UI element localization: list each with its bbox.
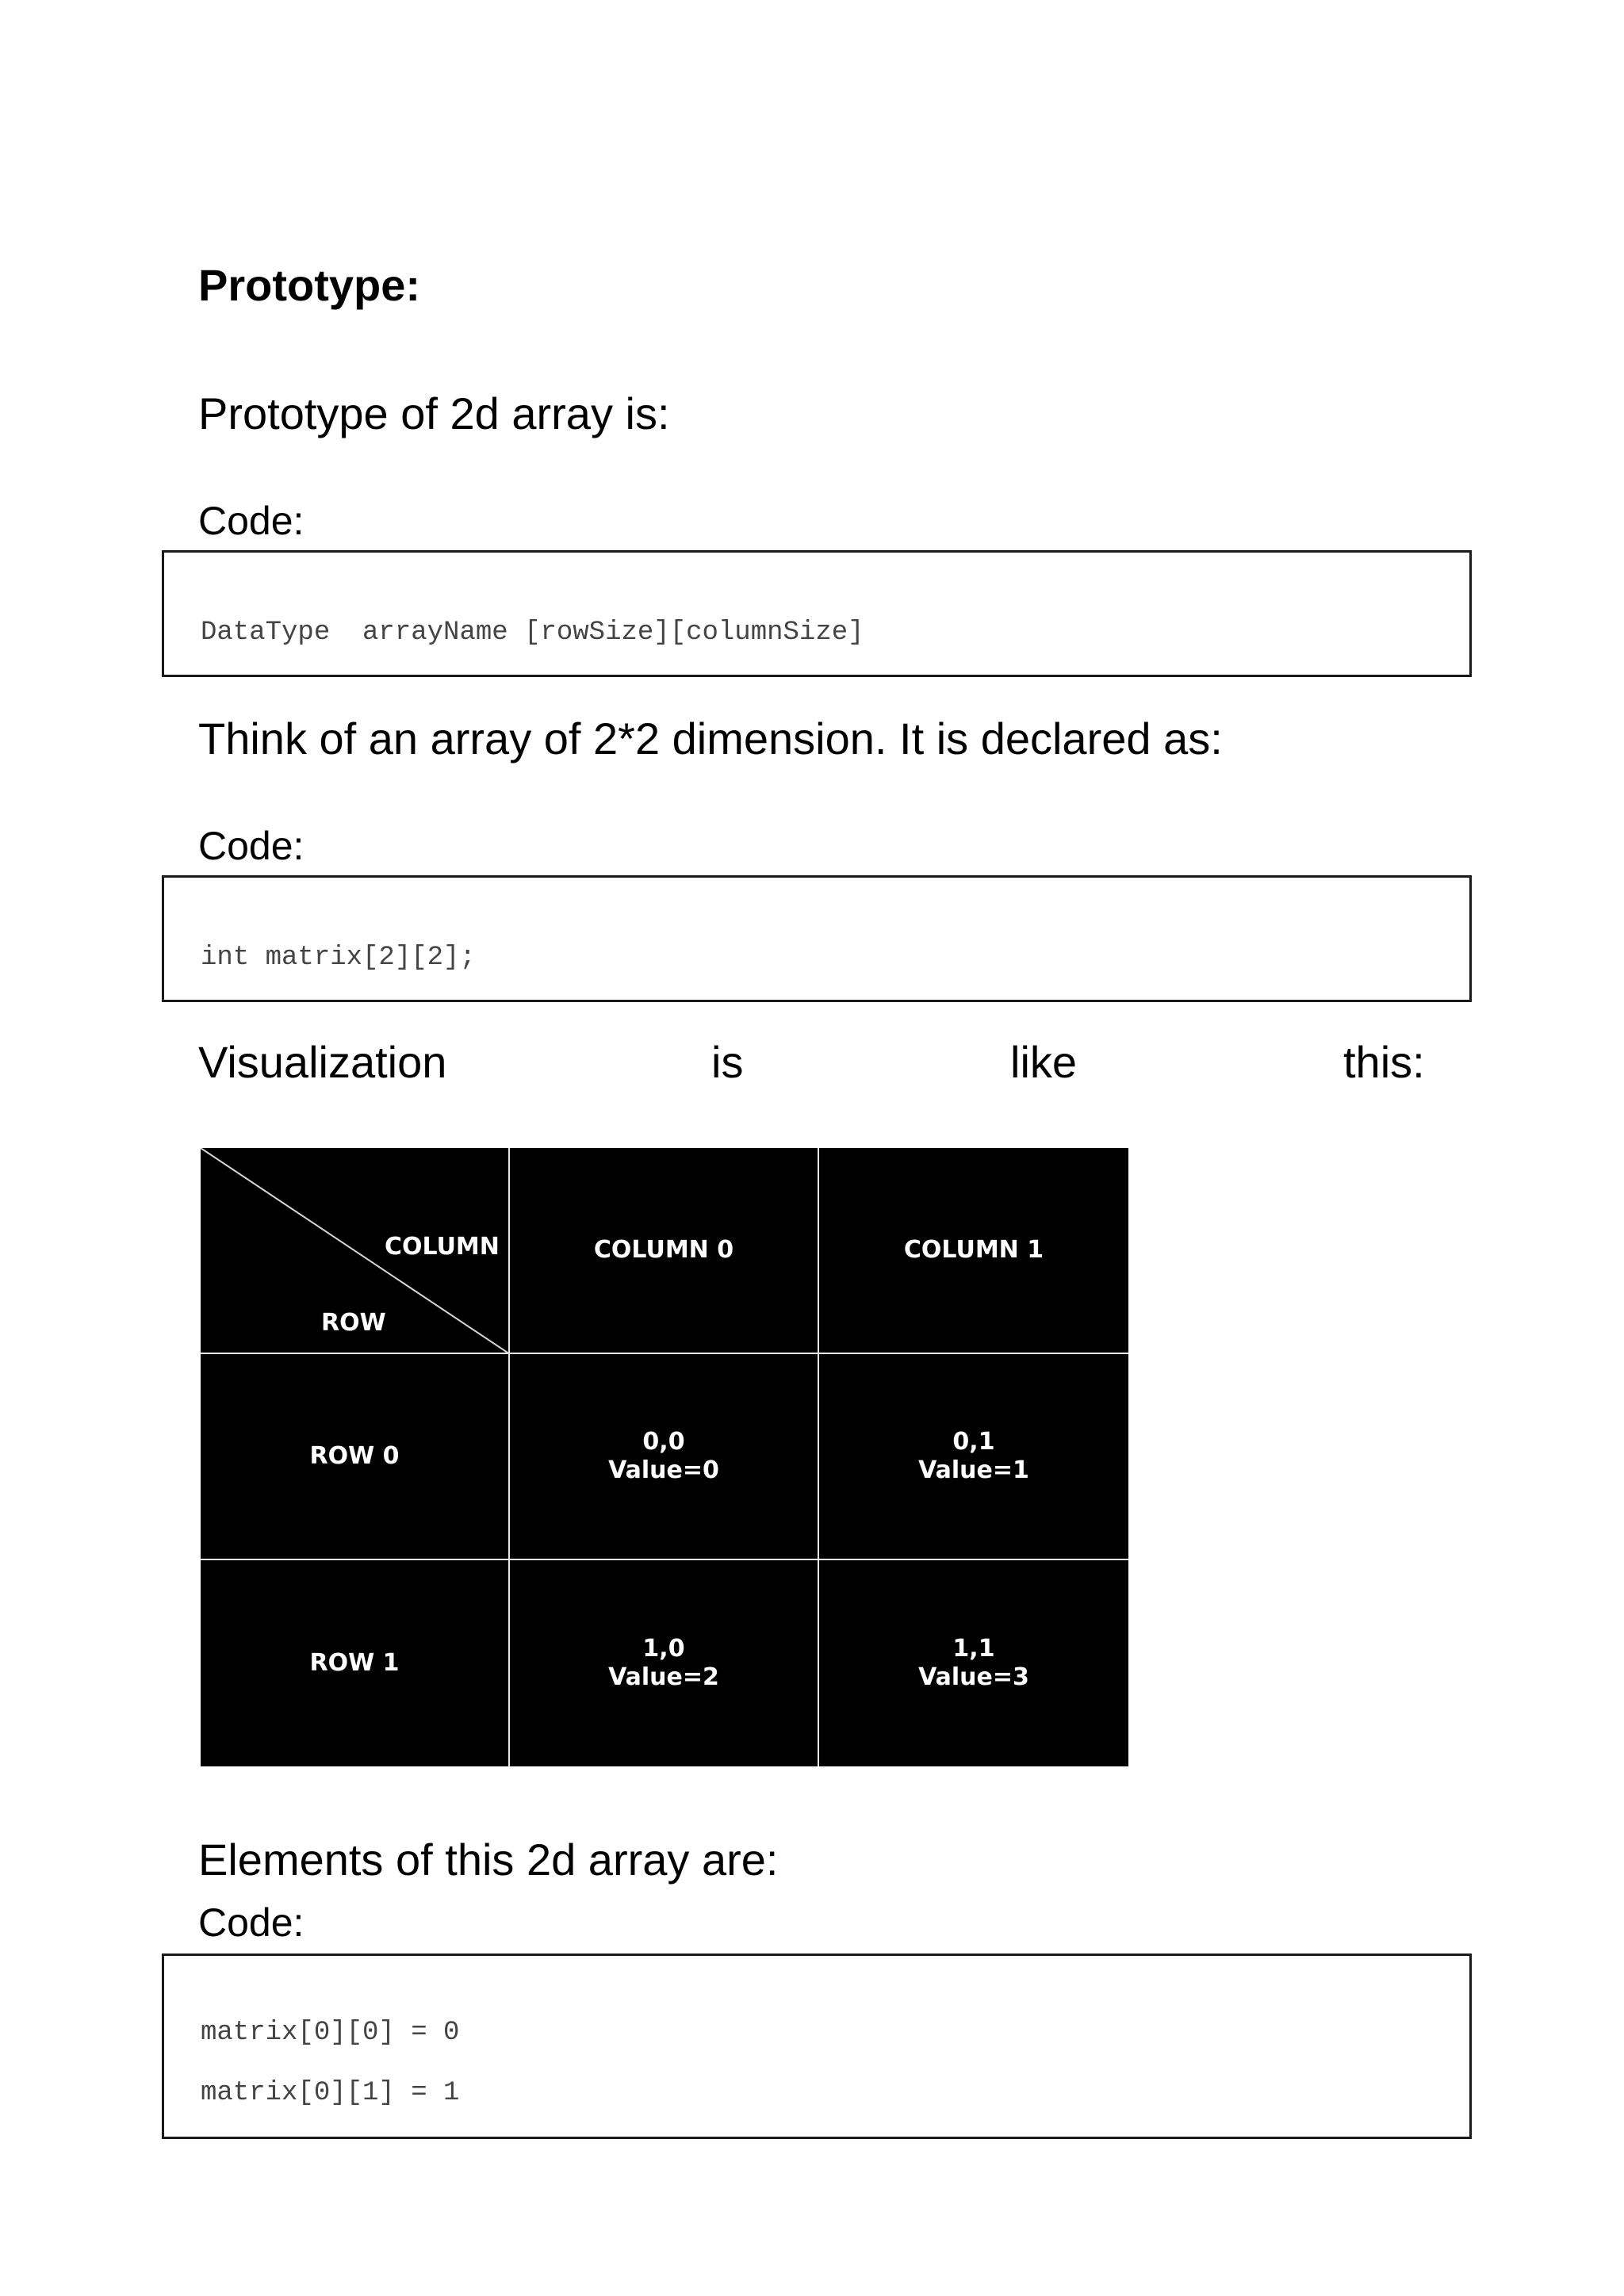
matrix-cell xyxy=(819,1354,1128,1560)
cell-index: 0,0 xyxy=(642,1428,685,1456)
code-block-elements xyxy=(162,1954,1472,2139)
column-header-label: COLUMN 1 xyxy=(903,1236,1044,1264)
cell-value: Value=1 xyxy=(918,1456,1029,1484)
cell-value: Value=0 xyxy=(608,1456,719,1484)
cell-index: 0,1 xyxy=(952,1428,995,1456)
code-line: matrix[0][0] = 0 xyxy=(201,2018,460,2048)
visualization-word: this: xyxy=(1343,1037,1425,1087)
intro-paragraph: Prototype of 2d array is: xyxy=(198,388,670,438)
code-line: DataType arrayName [rowSize][columnSize] xyxy=(201,618,864,648)
row-header-label: ROW 1 xyxy=(309,1649,400,1677)
column-header xyxy=(819,1148,1128,1354)
corner-column-label: COLUMN xyxy=(385,1233,500,1261)
matrix-diagram xyxy=(201,1148,1128,1766)
corner-cell xyxy=(201,1148,510,1354)
code-label: Code: xyxy=(198,499,304,543)
matrix-cell xyxy=(819,1560,1128,1766)
visualization-word: Visualization xyxy=(198,1037,447,1087)
cell-index: 1,1 xyxy=(952,1635,995,1663)
code-block-prototype xyxy=(162,550,1472,677)
cell-value: Value=2 xyxy=(608,1663,719,1691)
declaration-paragraph: Think of an array of 2*2 dimension. It is declared as: xyxy=(198,714,1223,763)
column-header xyxy=(510,1148,819,1354)
code-block-declaration xyxy=(162,875,1472,1002)
section-heading: Prototype: xyxy=(198,260,420,310)
cell-index: 1,0 xyxy=(642,1635,685,1663)
corner-row-label: ROW xyxy=(321,1309,386,1337)
row-header-label: ROW 0 xyxy=(309,1442,400,1470)
column-header-label: COLUMN 0 xyxy=(593,1236,734,1264)
row-header xyxy=(201,1354,510,1560)
code-line: matrix[0][1] = 1 xyxy=(201,2078,460,2108)
elements-paragraph: Elements of this 2d array are: xyxy=(198,1835,779,1885)
code-line: int matrix[2][2]; xyxy=(201,943,476,973)
row-header xyxy=(201,1560,510,1766)
visualization-word: is xyxy=(711,1037,744,1087)
cell-value: Value=3 xyxy=(918,1663,1029,1691)
code-label: Code: xyxy=(198,1900,304,1945)
code-label: Code: xyxy=(198,824,304,868)
matrix-cell xyxy=(510,1354,819,1560)
matrix-cell xyxy=(510,1560,819,1766)
visualization-word: like xyxy=(1010,1037,1078,1087)
